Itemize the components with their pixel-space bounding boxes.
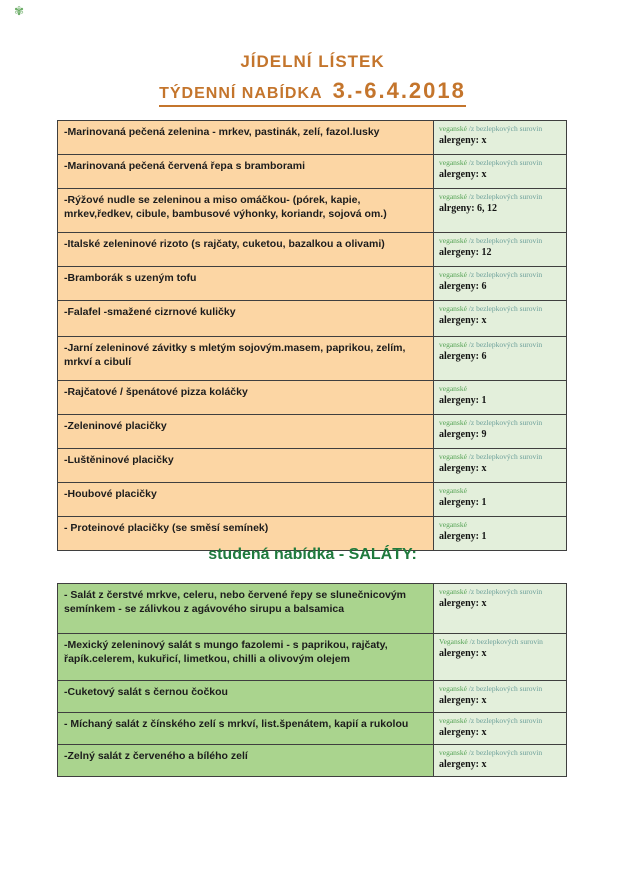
table-row [58, 415, 566, 449]
diet-tag [439, 192, 561, 202]
table-row [58, 681, 566, 713]
allergens-label: alergeny: x [439, 694, 487, 706]
dish-name: -Zeleninové placičky [58, 415, 434, 448]
vegan-label: veganské [439, 748, 467, 757]
allergens-label: alergeny: x [439, 314, 487, 326]
dish-info [434, 584, 566, 633]
gluten-free-label: /z bezlepkových surovin [466, 270, 543, 279]
allergens-label: alergeny: 9 [439, 428, 487, 440]
allergens-label: alergeny: x [439, 647, 487, 659]
gluten-free-label: /z bezlepkových surovin [466, 340, 543, 349]
dish-info [434, 233, 566, 266]
dish-name: -Rýžové nudle se zeleninou a miso omáčkou- (pórek, kapie, mrkev,ředkev, cibule, bambusové výhonky, koriandr, sojová om.) [58, 189, 434, 232]
plant-ornament-icon: ✾ [14, 4, 25, 18]
gluten-free-label: /z bezlepkových surovin [466, 236, 543, 245]
dish-info [434, 713, 566, 744]
diet-tag [439, 158, 561, 168]
allergens-label: alergeny: x [439, 726, 487, 738]
dish-info [434, 483, 566, 516]
gluten-free-label: /z bezlepkových surovin [466, 587, 543, 596]
vegan-label: veganské [439, 486, 467, 495]
salads-table [57, 583, 567, 777]
vegan-label: veganské [439, 236, 467, 245]
dish-info [434, 267, 566, 300]
table-row [58, 449, 566, 483]
dish-info [434, 337, 566, 380]
gluten-free-label: /z bezlepkových surovin [466, 716, 543, 725]
gluten-free-label: /z bezlepkových surovin [466, 124, 543, 133]
dish-name: - Salát z čerstvé mrkve, celeru, nebo červené řepy se slunečnicovým semínkem - se zálivkou z agávového sirupu a balsamica [58, 584, 434, 633]
table-row [58, 584, 566, 634]
allergens-label: alergeny: 1 [439, 394, 487, 406]
vegan-label: veganské [439, 716, 467, 725]
dish-name: -Marinovaná pečená červená řepa s bramborami [58, 155, 434, 188]
allergens-label: alergeny: 12 [439, 246, 492, 258]
diet-tag [439, 684, 561, 694]
allergens-label: alergeny: x [439, 168, 487, 180]
vegan-label: veganské [439, 192, 467, 201]
table-row [58, 301, 566, 337]
gluten-free-label: /z bezlepkových surovin [466, 684, 543, 693]
allergens-label: alergeny: x [439, 758, 487, 770]
table-row [58, 233, 566, 267]
allergens-label: alergeny: x [439, 597, 487, 609]
table-row [58, 634, 566, 681]
vegan-label: veganské [439, 270, 467, 279]
gluten-free-label: /z bezlepkových surovin [466, 418, 543, 427]
vegan-label: veganské [439, 340, 467, 349]
diet-tag [439, 748, 561, 758]
allergens-label: alergeny: 1 [439, 530, 487, 542]
diet-tag [439, 236, 561, 246]
diet-tag [439, 716, 561, 726]
table-row [58, 713, 566, 745]
allergens-label: alergeny: x [439, 462, 487, 474]
diet-tag [439, 587, 561, 597]
dish-info [434, 449, 566, 482]
diet-tag [439, 637, 561, 647]
gluten-free-label: /z bezlepkových surovin [467, 637, 543, 646]
dish-name: -Houbové placičky [58, 483, 434, 516]
subtitle-date: 3.-6.4.2018 [332, 78, 466, 103]
table-row [58, 155, 566, 189]
allergens-label: alergeny: 6 [439, 280, 487, 292]
vegan-label: veganské [439, 158, 467, 167]
dish-info [434, 189, 566, 232]
diet-tag [439, 270, 561, 280]
dish-name: -Zelný salát z červeného a bílého zelí [58, 745, 434, 776]
dish-info [434, 681, 566, 712]
gluten-free-label: /z bezlepkových surovin [466, 192, 543, 201]
dish-name: - Proteinové placičky (se směsí semínek) [58, 517, 434, 550]
table-row [58, 483, 566, 517]
document-header [0, 0, 625, 107]
diet-tag [439, 418, 561, 428]
allergens-label: alergeny: 6 [439, 350, 487, 362]
diet-tag [439, 452, 561, 462]
gluten-free-label: /z bezlepkových surovin [466, 304, 543, 313]
dish-info [434, 301, 566, 336]
dish-name: - Míchaný salát z čínského zelí s mrkví, list.špenátem, kapií a rukolou [58, 713, 434, 744]
dish-name: -Cuketový salát s černou čočkou [58, 681, 434, 712]
vegan-label: veganské [439, 418, 467, 427]
vegan-label: veganské [439, 384, 467, 393]
page-title: JÍDELNÍ LÍSTEK [240, 52, 385, 71]
dish-name: -Mexický zeleninový salát s mungo fazolemi - s paprikou, rajčaty, řapík.celerem, kukuřicí, limetkou, chilli a olivovým olejem [58, 634, 434, 680]
vegan-label: veganské [439, 684, 467, 693]
table-row [58, 745, 566, 776]
subtitle-label: TÝDENNÍ NABÍDKA [159, 85, 323, 102]
page-subtitle [159, 78, 466, 107]
vegan-label: veganské [439, 587, 467, 596]
diet-tag [439, 486, 561, 496]
gluten-free-label: /z bezlepkových surovin [466, 748, 543, 757]
dish-info [434, 155, 566, 188]
diet-tag [439, 520, 561, 530]
vegan-label: Veganské [439, 637, 468, 646]
weekly-menu-table [57, 120, 567, 551]
dish-name: -Bramborák s uzeným tofu [58, 267, 434, 300]
dish-name: -Italské zeleninové rizoto (s rajčaty, cuketou, bazalkou a olivami) [58, 233, 434, 266]
dish-info [434, 634, 566, 680]
diet-tag [439, 384, 561, 394]
table-row [58, 121, 566, 155]
table-row [58, 337, 566, 381]
salads-section-title: studená nabídka - SALÁTY: [208, 546, 417, 563]
dish-name: -Falafel -smažené cizrnové kuličky [58, 301, 434, 336]
dish-name: -Luštěninové placičky [58, 449, 434, 482]
diet-tag [439, 304, 561, 314]
allergens-label: alergeny: x [439, 134, 487, 146]
diet-tag [439, 124, 561, 134]
gluten-free-label: /z bezlepkových surovin [466, 158, 543, 167]
table-row [58, 267, 566, 301]
table-row [58, 189, 566, 233]
vegan-label: veganské [439, 452, 467, 461]
vegan-label: veganské [439, 304, 467, 313]
dish-name: -Jarní zeleninové závitky s mletým sojovým.masem, paprikou, zelím, mrkví a cibulí [58, 337, 434, 380]
dish-name: -Rajčatové / špenátové pizza koláčky [58, 381, 434, 414]
diet-tag [439, 340, 561, 350]
dish-name: -Marinovaná pečená zelenina - mrkev, pastinák, zelí, fazol.lusky [58, 121, 434, 154]
table-row [58, 381, 566, 415]
vegan-label: veganské [439, 520, 467, 529]
allergens-label: alrgeny: 6, 12 [439, 202, 498, 214]
dish-info [434, 745, 566, 776]
dish-info [434, 121, 566, 154]
allergens-label: alergeny: 1 [439, 496, 487, 508]
gluten-free-label: /z bezlepkových surovin [466, 452, 543, 461]
vegan-label: veganské [439, 124, 467, 133]
dish-info [434, 381, 566, 414]
dish-info [434, 415, 566, 448]
